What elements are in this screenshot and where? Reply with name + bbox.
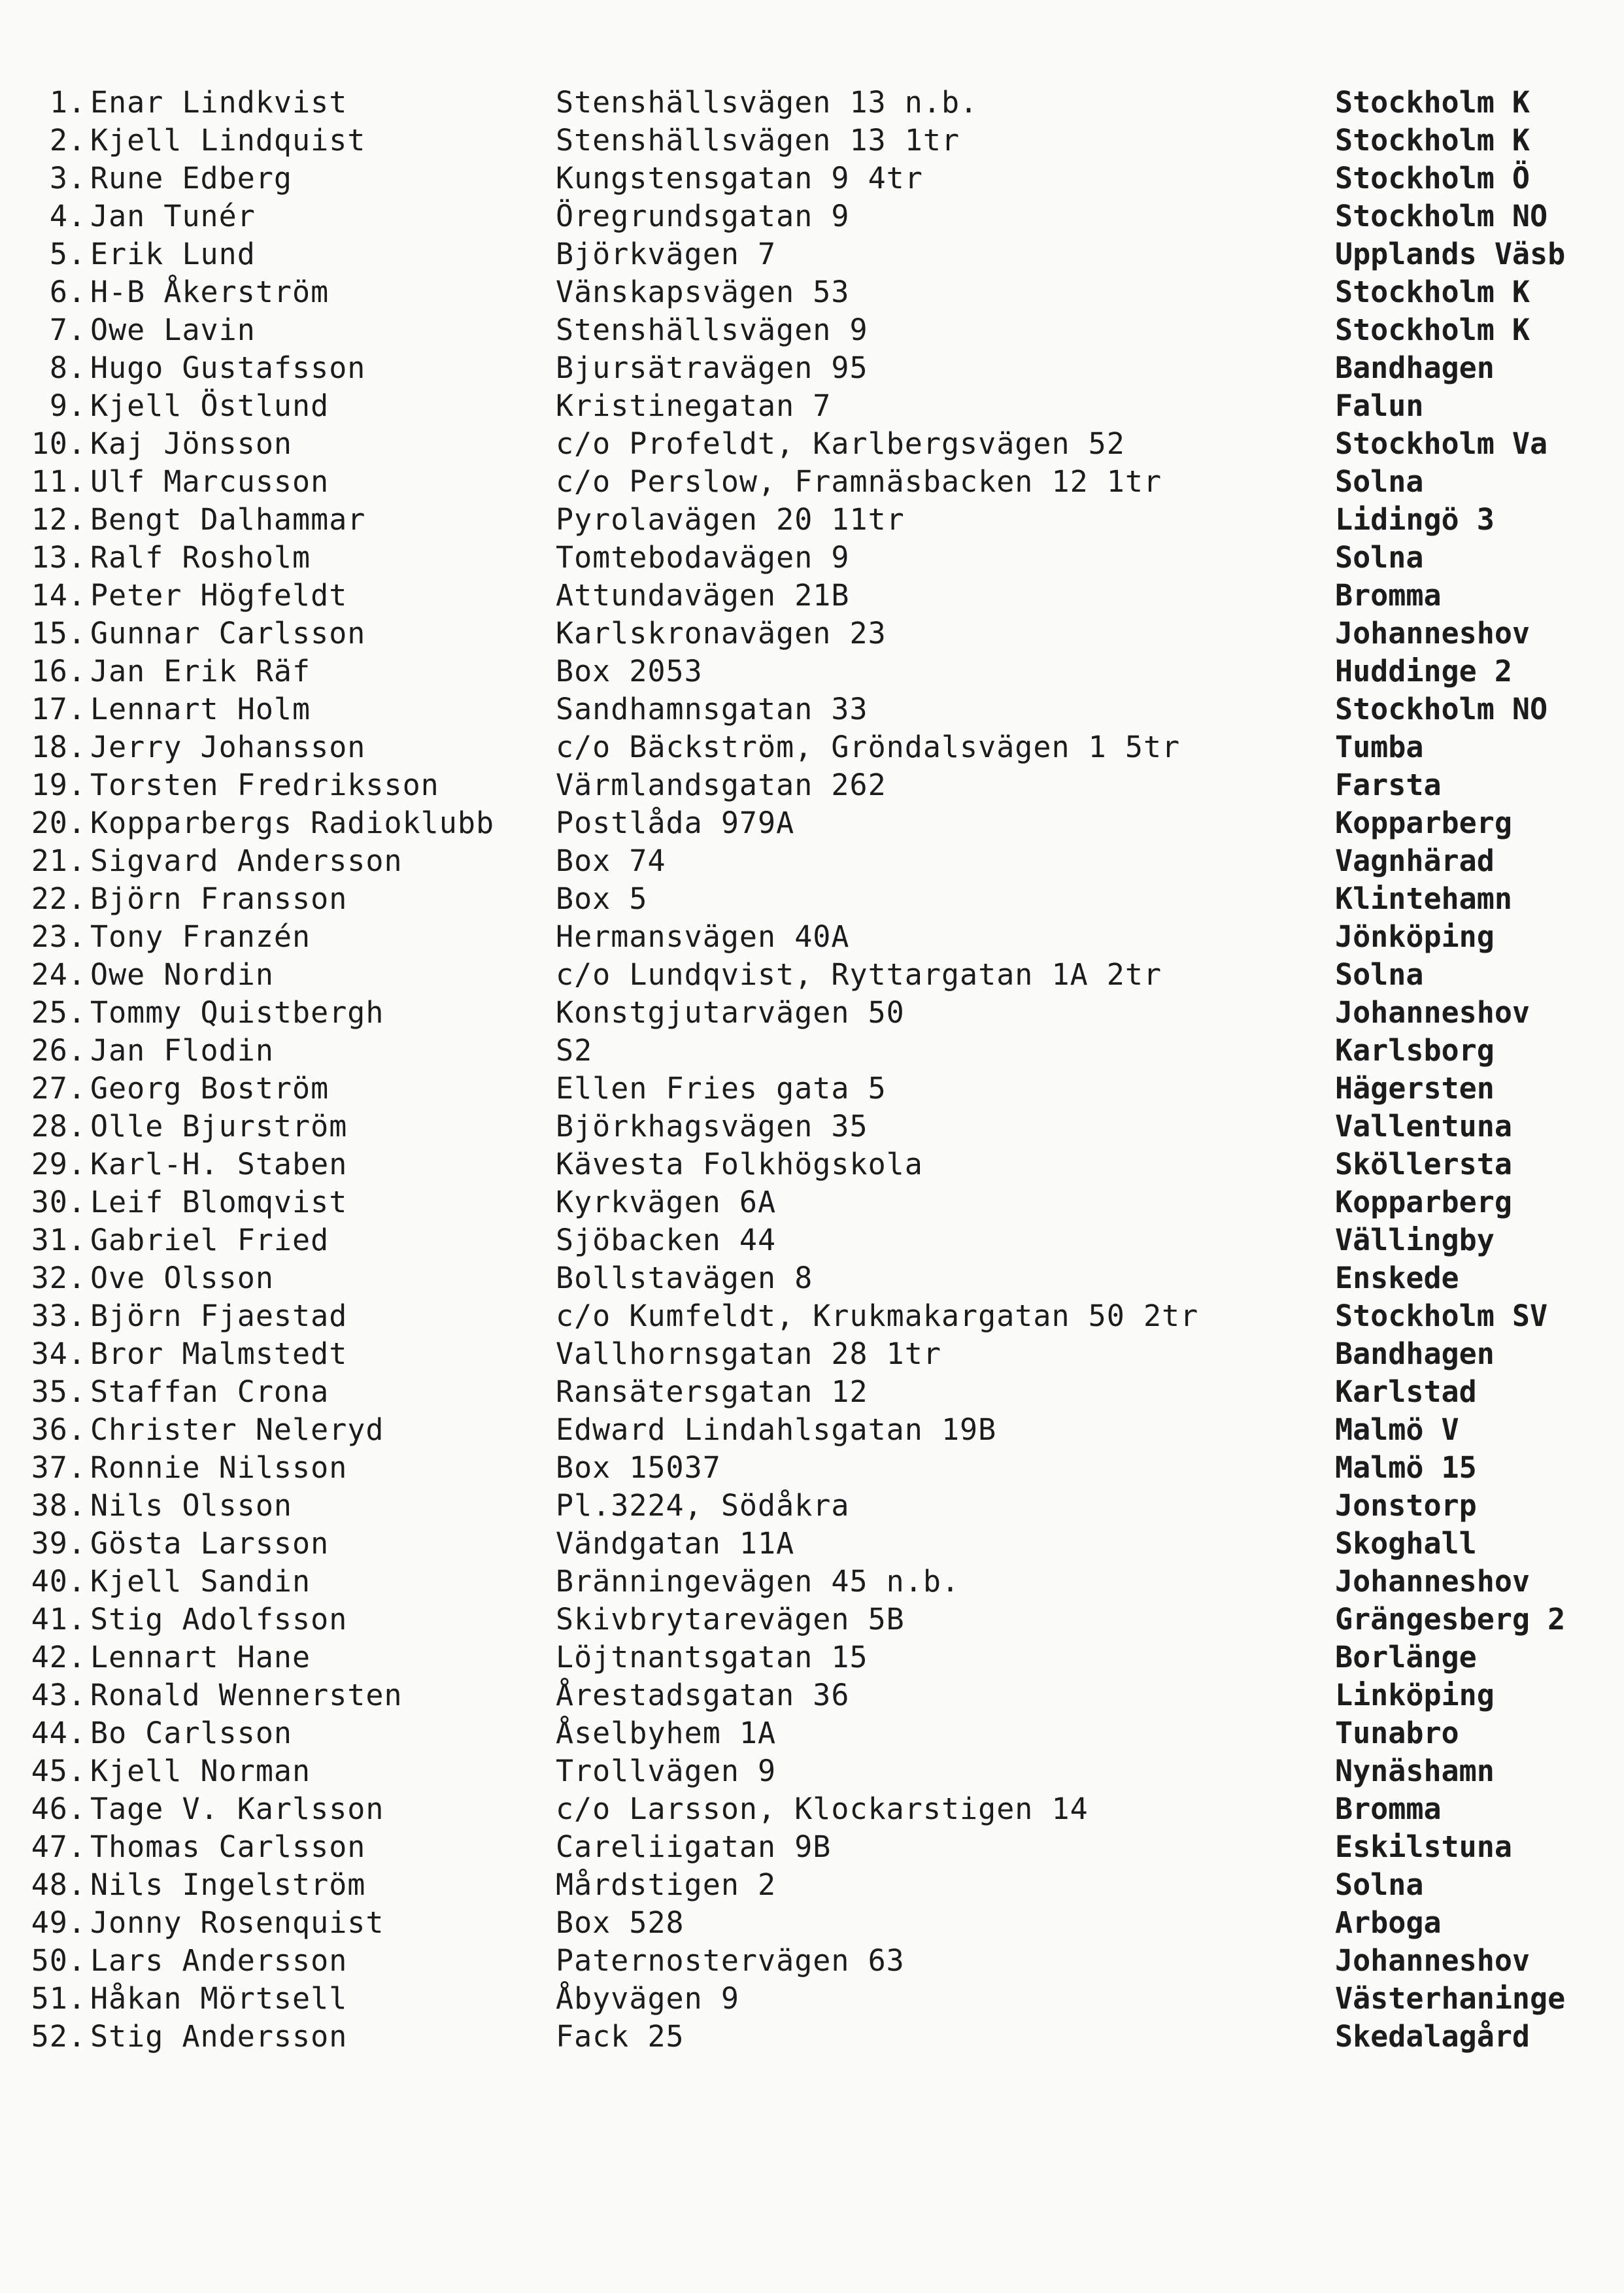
- list-item: [13, 1183, 1608, 1221]
- list-item: [13, 1335, 1608, 1373]
- member-city: Borlänge: [1335, 1640, 1477, 1674]
- member-number: 18.: [31, 730, 86, 764]
- member-name: Staffan Crona: [90, 1374, 330, 1409]
- member-name: Ove Olsson: [90, 1261, 274, 1295]
- member-city: Sköllersta: [1335, 1147, 1512, 1181]
- member-name: Peter Högfeldt: [90, 578, 348, 613]
- member-city: Stockholm Ö: [1335, 161, 1531, 195]
- member-name: Owe Nordin: [90, 957, 274, 992]
- member-number: 21.: [31, 843, 86, 878]
- list-item: [13, 1411, 1608, 1449]
- member-name: Kjell Lindquist: [90, 123, 366, 158]
- member-city: Vällingby: [1335, 1223, 1495, 1257]
- member-city: Bromma: [1335, 578, 1442, 613]
- member-city: Karlsborg: [1335, 1033, 1495, 1068]
- member-name: Georg Boström: [90, 1071, 330, 1106]
- member-address: Box 2053: [556, 654, 703, 688]
- member-number: 34.: [31, 1336, 86, 1371]
- member-name: Erik Lund: [90, 237, 256, 271]
- member-number: 52.: [31, 2019, 86, 2054]
- list-item: [13, 1525, 1608, 1563]
- member-name: Hugo Gustafsson: [90, 350, 366, 385]
- member-number: 39.: [31, 1526, 86, 1561]
- member-city: Tunabro: [1335, 1716, 1459, 1750]
- member-number: 23.: [31, 919, 86, 954]
- list-item: [13, 994, 1608, 1032]
- member-number: 15.: [31, 616, 86, 651]
- member-address: Konstgjutarvägen 50: [556, 995, 905, 1030]
- member-number: 28.: [31, 1109, 86, 1144]
- list-item: [13, 273, 1608, 311]
- list-item: [13, 235, 1608, 273]
- member-name: Leif Blomqvist: [90, 1185, 348, 1219]
- member-name: Karl-H. Staben: [90, 1147, 348, 1181]
- list-item: [13, 804, 1608, 842]
- member-name: Bo Carlsson: [90, 1716, 293, 1750]
- member-name: Ronnie Nilsson: [90, 1450, 348, 1485]
- member-address: c/o Bäckström, Gröndalsvägen 1 5tr: [556, 730, 1181, 764]
- member-number: 3.: [49, 161, 86, 195]
- member-city: Lidingö 3: [1335, 502, 1495, 537]
- member-city: Klintehamn: [1335, 881, 1512, 916]
- member-number: 32.: [31, 1261, 86, 1295]
- list-item: [13, 956, 1608, 994]
- member-number: 26.: [31, 1033, 86, 1068]
- member-address: Ransätersgatan 12: [556, 1374, 868, 1409]
- member-number: 50.: [31, 1943, 86, 1978]
- member-city: Stockholm Va: [1335, 426, 1548, 461]
- list-item: [13, 1221, 1608, 1259]
- member-name: Kjell Sandin: [90, 1564, 311, 1599]
- member-address: Kristinegatan 7: [556, 388, 832, 423]
- member-address: Box 528: [556, 1905, 685, 1940]
- member-number: 13.: [31, 540, 86, 575]
- member-city: Solna: [1335, 957, 1424, 992]
- member-number: 49.: [31, 1905, 86, 1940]
- member-address: Hermansvägen 40A: [556, 919, 850, 954]
- member-number: 19.: [31, 768, 86, 802]
- member-city: Stockholm K: [1335, 85, 1531, 120]
- member-number: 31.: [31, 1223, 86, 1257]
- list-item: [13, 653, 1608, 690]
- member-number: 6.: [49, 275, 86, 309]
- list-item: [13, 1563, 1608, 1601]
- member-number: 16.: [31, 654, 86, 688]
- member-number: 42.: [31, 1640, 86, 1674]
- member-name: Tony Franzén: [90, 919, 311, 954]
- member-city: Malmö 15: [1335, 1450, 1477, 1485]
- member-address: Box 74: [556, 843, 666, 878]
- member-city: Linköping: [1335, 1678, 1495, 1712]
- member-address: c/o Kumfeldt, Krukmakargatan 50 2tr: [556, 1299, 1199, 1333]
- member-address: Mårdstigen 2: [556, 1867, 777, 1902]
- member-address: Vallhornsgatan 28 1tr: [556, 1336, 941, 1371]
- member-name: H-B Åkerström: [90, 275, 330, 309]
- list-item: [13, 1070, 1608, 1108]
- member-address: Löjtnantsgatan 15: [556, 1640, 868, 1674]
- member-name: Owe Lavin: [90, 313, 256, 347]
- member-address: Bjursätravägen 95: [556, 350, 868, 385]
- member-name: Christer Neleryd: [90, 1412, 384, 1447]
- list-item: [13, 766, 1608, 804]
- list-item: [13, 425, 1608, 463]
- member-number: 46.: [31, 1792, 86, 1826]
- member-city: Stockholm NO: [1335, 199, 1548, 233]
- member-name: Kopparbergs Radioklubb: [90, 806, 495, 840]
- member-address: Stenshällsvägen 9: [556, 313, 868, 347]
- member-city: Bandhagen: [1335, 1336, 1495, 1371]
- member-address: Careliigatan 9B: [556, 1829, 832, 1864]
- list-item: [13, 690, 1608, 728]
- member-address: Åbyvägen 9: [556, 1981, 739, 2016]
- member-number: 9.: [49, 388, 86, 423]
- list-item: [13, 197, 1608, 235]
- member-city: Stockholm NO: [1335, 692, 1548, 726]
- member-name: Bror Malmstedt: [90, 1336, 348, 1371]
- member-address: Åselbyhem 1A: [556, 1716, 777, 1750]
- list-item: [13, 160, 1608, 197]
- list-item: [13, 577, 1608, 615]
- member-name: Björn Fransson: [90, 881, 348, 916]
- member-name: Lars Andersson: [90, 1943, 348, 1978]
- member-address: Kungstensgatan 9 4tr: [556, 161, 923, 195]
- member-address: Skivbrytarevägen 5B: [556, 1602, 905, 1637]
- list-item: [13, 842, 1608, 880]
- member-number: 48.: [31, 1867, 86, 1902]
- member-number: 10.: [31, 426, 86, 461]
- member-name: Tage V. Karlsson: [90, 1792, 384, 1826]
- member-number: 8.: [49, 350, 86, 385]
- member-number: 22.: [31, 881, 86, 916]
- list-item: [13, 1980, 1608, 2018]
- list-item: [13, 1639, 1608, 1676]
- member-number: 2.: [49, 123, 86, 158]
- list-item: [13, 539, 1608, 577]
- member-address: Box 5: [556, 881, 648, 916]
- member-number: 38.: [31, 1488, 86, 1523]
- member-number: 30.: [31, 1185, 86, 1219]
- member-city: Kopparberg: [1335, 1185, 1512, 1219]
- list-item: [13, 501, 1608, 539]
- member-city: Solna: [1335, 540, 1424, 575]
- member-city: Nynäshamn: [1335, 1754, 1495, 1788]
- member-number: 44.: [31, 1716, 86, 1750]
- member-city: Stockholm SV: [1335, 1299, 1548, 1333]
- member-city: Vallentuna: [1335, 1109, 1512, 1144]
- member-name: Ronald Wennersten: [90, 1678, 403, 1712]
- member-city: Johanneshov: [1335, 1943, 1531, 1978]
- member-number: 29.: [31, 1147, 86, 1181]
- member-address: Vänskapsvägen 53: [556, 275, 850, 309]
- member-address: c/o Lundqvist, Ryttargatan 1A 2tr: [556, 957, 1162, 992]
- member-name: Jan Erik Räf: [90, 654, 311, 688]
- member-address: Björkvägen 7: [556, 237, 777, 271]
- member-address: Stenshällsvägen 13 1tr: [556, 123, 960, 158]
- member-city: Eskilstuna: [1335, 1829, 1512, 1864]
- member-address: Ellen Fries gata 5: [556, 1071, 887, 1106]
- member-city: Malmö V: [1335, 1412, 1459, 1447]
- member-number: 17.: [31, 692, 86, 726]
- member-city: Jönköping: [1335, 919, 1495, 954]
- member-city: Stockholm K: [1335, 313, 1531, 347]
- list-item: [13, 1828, 1608, 1866]
- member-name: Nils Ingelström: [90, 1867, 366, 1902]
- member-number: 41.: [31, 1602, 86, 1637]
- member-city: Huddinge 2: [1335, 654, 1512, 688]
- member-number: 14.: [31, 578, 86, 613]
- member-city: Tumba: [1335, 730, 1424, 764]
- member-number: 45.: [31, 1754, 86, 1788]
- member-name: Jonny Rosenquist: [90, 1905, 384, 1940]
- member-name: Rune Edberg: [90, 161, 293, 195]
- member-city: Skedalagård: [1335, 2019, 1531, 2054]
- member-city: Johanneshov: [1335, 995, 1531, 1030]
- member-city: Farsta: [1335, 768, 1442, 802]
- member-name: Stig Andersson: [90, 2019, 348, 2054]
- list-item: [13, 463, 1608, 501]
- list-item: [13, 1904, 1608, 1942]
- member-list: [13, 84, 1608, 2056]
- member-city: Solna: [1335, 1867, 1424, 1902]
- member-city: Arboga: [1335, 1905, 1442, 1940]
- member-address: Björkhagsvägen 35: [556, 1109, 868, 1144]
- list-item: [13, 2018, 1608, 2056]
- list-item: [13, 1146, 1608, 1183]
- member-address: Paternostervägen 63: [556, 1943, 905, 1978]
- member-address: Bollstavägen 8: [556, 1261, 813, 1295]
- list-item: [13, 1790, 1608, 1828]
- member-name: Håkan Mörtsell: [90, 1981, 348, 2016]
- list-item: [13, 349, 1608, 387]
- member-name: Nils Olsson: [90, 1488, 293, 1523]
- list-item: [13, 122, 1608, 160]
- list-item: [13, 311, 1608, 349]
- member-address: Karlskronavägen 23: [556, 616, 887, 651]
- member-number: 24.: [31, 957, 86, 992]
- member-city: Vagnhärad: [1335, 843, 1495, 878]
- member-address: Attundavägen 21B: [556, 578, 850, 613]
- member-name: Bengt Dalhammar: [90, 502, 366, 537]
- member-number: 37.: [31, 1450, 86, 1485]
- member-city: Bandhagen: [1335, 350, 1495, 385]
- member-name: Thomas Carlsson: [90, 1829, 366, 1864]
- member-number: 11.: [31, 464, 86, 499]
- member-name: Sigvard Andersson: [90, 843, 403, 878]
- member-address: Postlåda 979A: [556, 806, 795, 840]
- member-number: 4.: [49, 199, 86, 233]
- member-name: Kaj Jönsson: [90, 426, 293, 461]
- member-city: Jonstorp: [1335, 1488, 1477, 1523]
- member-number: 12.: [31, 502, 86, 537]
- list-item: [13, 1297, 1608, 1335]
- member-address: Tomtebodavägen 9: [556, 540, 850, 575]
- member-address: Bränningevägen 45 n.b.: [556, 1564, 960, 1599]
- member-address: c/o Larsson, Klockarstigen 14: [556, 1792, 1089, 1826]
- member-city: Karlstad: [1335, 1374, 1477, 1409]
- member-number: 7.: [49, 313, 86, 347]
- member-number: 47.: [31, 1829, 86, 1864]
- member-city: Stockholm K: [1335, 123, 1531, 158]
- member-address: S2: [556, 1033, 593, 1068]
- member-name: Stig Adolfsson: [90, 1602, 348, 1637]
- member-address: Box 15037: [556, 1450, 721, 1485]
- member-number: 40.: [31, 1564, 86, 1599]
- member-name: Tommy Quistbergh: [90, 995, 384, 1030]
- member-name: Olle Bjurström: [90, 1109, 348, 1144]
- member-name: Gösta Larsson: [90, 1526, 330, 1561]
- member-name: Lennart Hane: [90, 1640, 311, 1674]
- member-name: Lennart Holm: [90, 692, 311, 726]
- member-address: Fack 25: [556, 2019, 685, 2054]
- member-name: Jerry Johansson: [90, 730, 366, 764]
- list-item: [13, 1032, 1608, 1070]
- list-item: [13, 1866, 1608, 1904]
- list-item: [13, 1108, 1608, 1146]
- member-city: Johanneshov: [1335, 1564, 1531, 1599]
- member-address: Sandhamnsgatan 33: [556, 692, 868, 726]
- member-name: Torsten Fredriksson: [90, 768, 439, 802]
- list-item: [13, 1449, 1608, 1487]
- member-address: Pyrolavägen 20 11tr: [556, 502, 905, 537]
- list-item: [13, 728, 1608, 766]
- member-city: Grängesberg 2: [1335, 1602, 1566, 1637]
- member-address: Kyrkvägen 6A: [556, 1185, 777, 1219]
- list-item: [13, 1487, 1608, 1525]
- list-item: [13, 1259, 1608, 1297]
- member-number: 1.: [49, 85, 86, 120]
- member-number: 51.: [31, 1981, 86, 2016]
- list-item: [13, 1676, 1608, 1714]
- member-city: Västerhaninge: [1335, 1981, 1566, 2016]
- member-address: Pl.3224, Södåkra: [556, 1488, 850, 1523]
- list-item: [13, 1752, 1608, 1790]
- list-item: [13, 84, 1608, 122]
- member-name: Ulf Marcusson: [90, 464, 330, 499]
- list-item: [13, 387, 1608, 425]
- member-name: Gabriel Fried: [90, 1223, 330, 1257]
- member-name: Jan Flodin: [90, 1033, 274, 1068]
- list-item: [13, 615, 1608, 653]
- member-number: 5.: [49, 237, 86, 271]
- member-name: Kjell Östlund: [90, 388, 330, 423]
- member-number: 20.: [31, 806, 86, 840]
- member-name: Kjell Norman: [90, 1754, 311, 1788]
- list-item: [13, 1942, 1608, 1980]
- member-city: Enskede: [1335, 1261, 1459, 1295]
- member-address: Sjöbacken 44: [556, 1223, 777, 1257]
- member-name: Ralf Rosholm: [90, 540, 311, 575]
- member-address: Kävesta Folkhögskola: [556, 1147, 923, 1181]
- member-number: 33.: [31, 1299, 86, 1333]
- member-city: Falun: [1335, 388, 1424, 423]
- list-item: [13, 1373, 1608, 1411]
- list-item: [13, 918, 1608, 956]
- member-city: Skoghall: [1335, 1526, 1477, 1561]
- list-item: [13, 1601, 1608, 1639]
- list-item: [13, 1714, 1608, 1752]
- member-name: Jan Tunér: [90, 199, 256, 233]
- member-number: 43.: [31, 1678, 86, 1712]
- member-number: 25.: [31, 995, 86, 1030]
- member-address: Stenshällsvägen 13 n.b.: [556, 85, 979, 120]
- member-city: Solna: [1335, 464, 1424, 499]
- member-city: Stockholm K: [1335, 275, 1531, 309]
- member-city: Bromma: [1335, 1792, 1442, 1826]
- list-item: [13, 880, 1608, 918]
- member-address: c/o Profeldt, Karlbergsvägen 52: [556, 426, 1125, 461]
- member-number: 27.: [31, 1071, 86, 1106]
- member-number: 36.: [31, 1412, 86, 1447]
- member-address: Årestadsgatan 36: [556, 1678, 850, 1712]
- member-city: Johanneshov: [1335, 616, 1531, 651]
- member-city: Hägersten: [1335, 1071, 1495, 1106]
- member-name: Enar Lindkvist: [90, 85, 348, 120]
- member-address: Trollvägen 9: [556, 1754, 777, 1788]
- member-address: Edward Lindahlsgatan 19B: [556, 1412, 997, 1447]
- member-name: Björn Fjaestad: [90, 1299, 348, 1333]
- member-address: c/o Perslow, Framnäsbacken 12 1tr: [556, 464, 1162, 499]
- member-address: Vändgatan 11A: [556, 1526, 795, 1561]
- member-address: Värmlandsgatan 262: [556, 768, 887, 802]
- member-city: Upplands Väsb: [1335, 237, 1566, 271]
- member-name: Gunnar Carlsson: [90, 616, 366, 651]
- member-number: 35.: [31, 1374, 86, 1409]
- member-city: Kopparberg: [1335, 806, 1512, 840]
- member-address: Öregrundsgatan 9: [556, 199, 850, 233]
